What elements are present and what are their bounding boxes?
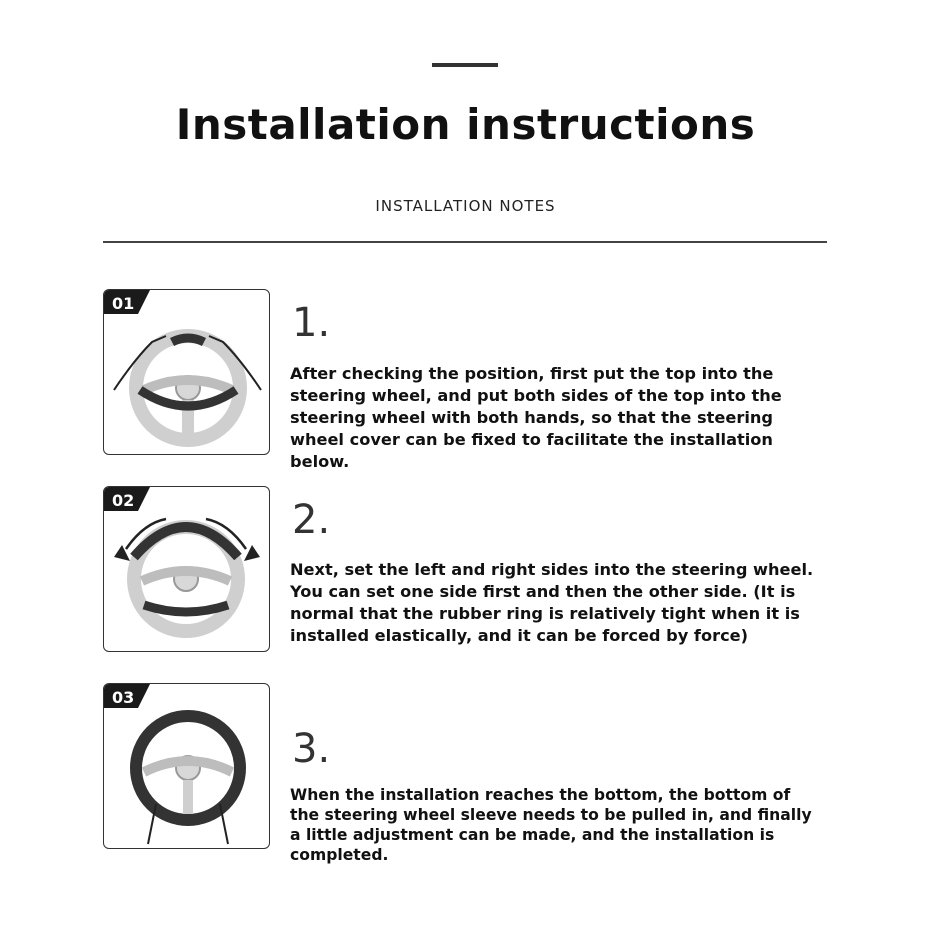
step-1-badge: 01	[112, 294, 135, 313]
step-3-text: When the installation reaches the bottom, the bottom of the steering wheel sleeve needs to be pulled in, and finally a little adjustment can be made, and the installation is completed.	[290, 786, 812, 864]
header-divider	[103, 241, 827, 243]
step-2-number: 2.	[292, 497, 331, 543]
step-2-badge: 02	[112, 491, 135, 510]
step-3-illustration	[103, 683, 270, 849]
step-1-text: After checking the position, first put the top into the steering wheel, and put both sides of the top into the steering wheel with both hands, so that the steering wheel cover can be fixed to facilitate the installation below.	[290, 364, 782, 471]
step-1-illustration	[103, 289, 270, 455]
step-3-badge: 03	[112, 688, 135, 707]
step-2-illustration	[103, 486, 270, 652]
step-2-text: Next, set the left and right sides into the steering wheel. You can set one side first and then the other side. (It is normal that the rubber ring is relatively tight when it is installed elastically, and it can be forced by force)	[290, 560, 814, 645]
top-accent-bar	[432, 63, 498, 67]
page-subtitle: INSTALLATION NOTES	[375, 197, 556, 215]
steering-wheel-icon	[104, 290, 270, 455]
page-title: Installation instructions	[175, 100, 756, 149]
step-1-number: 1.	[292, 300, 331, 346]
step-3-number: 3.	[292, 726, 331, 772]
steering-wheel-icon	[104, 487, 270, 652]
steering-wheel-icon	[104, 684, 270, 849]
